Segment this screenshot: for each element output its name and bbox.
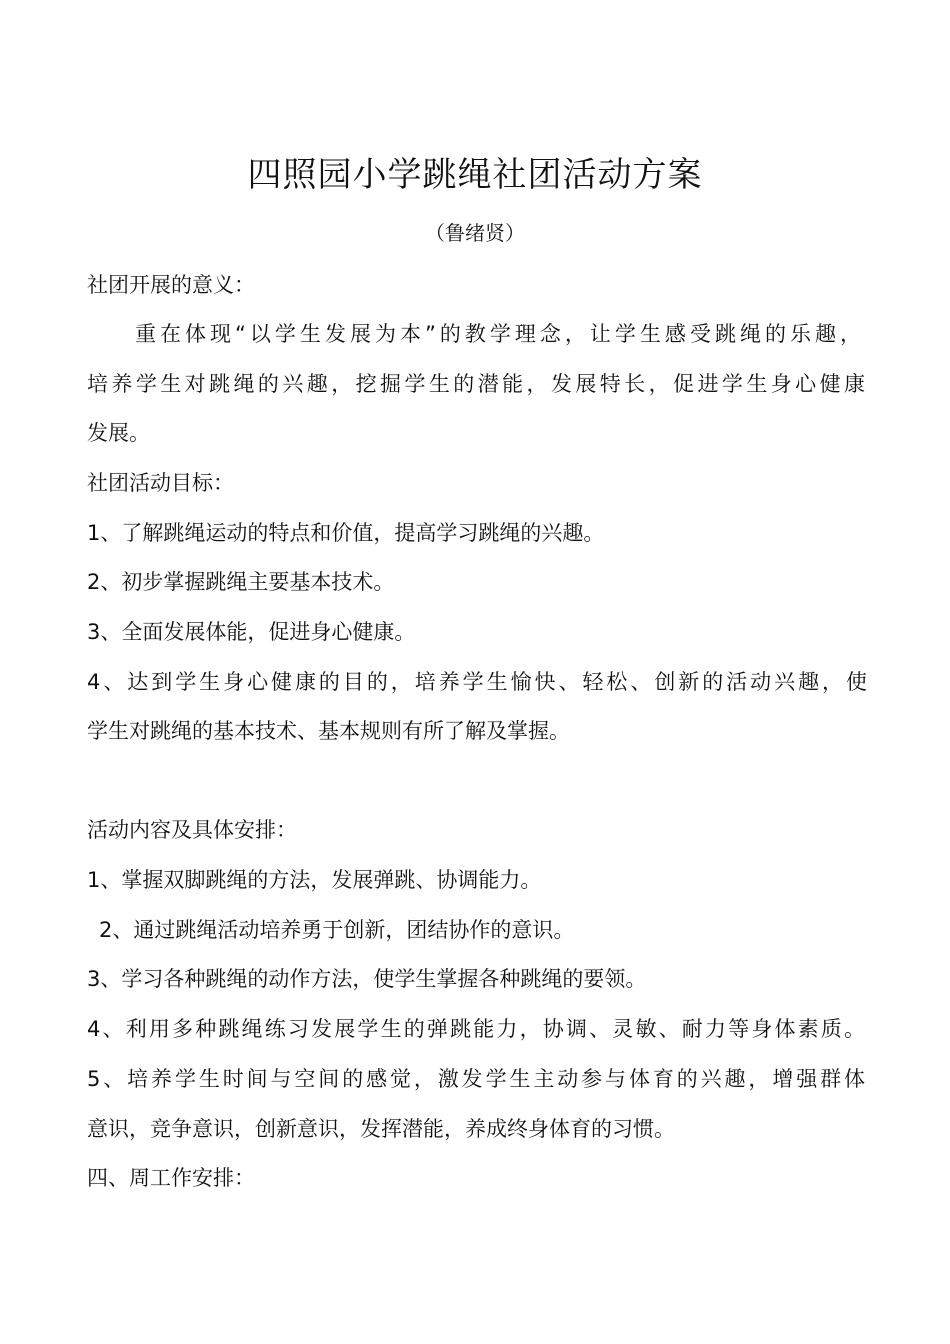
- list-item: 5、培养学生时间与空间的感觉，激发学生主动参与体育的兴趣，增强群体: [87, 1067, 865, 1091]
- list-item: 2、初步掌握跳绳主要基本技术。: [87, 570, 395, 594]
- list-item: 4、利用多种跳绳练习发展学生的弹跳能力，协调、灵敏、耐力等身体素质。: [87, 1017, 865, 1041]
- section-heading-goals: 社团活动目标：: [87, 471, 234, 495]
- document-title: 四照园小学跳绳社团活动方案: [247, 155, 703, 195]
- paragraph-line: 培养学生对跳绳的兴趣，挖掘学生的潜能，发展特长，促进学生身心健康: [87, 372, 865, 396]
- list-item: 2、通过跳绳活动培养勇于创新，团结协作的意识。: [99, 918, 575, 942]
- section-heading-weekly: 四、周工作安排：: [87, 1166, 255, 1190]
- section-heading-meaning: 社团开展的意义：: [87, 273, 255, 297]
- paragraph-line: 重在体现“以学生发展为本”的教学理念，让学生感受跳绳的乐趣，: [135, 322, 861, 346]
- list-item: 1、掌握双脚跳绳的方法，发展弹跳、协调能力。: [87, 868, 542, 892]
- list-item-continued: 意识，竞争意识，创新意识，发挥潜能，养成终身体育的习惯。: [87, 1117, 675, 1141]
- list-item: 4、达到学生身心健康的目的，培养学生愉快、轻松、创新的活动兴趣，使: [87, 670, 867, 694]
- list-item: 3、学习各种跳绳的动作方法，使学生掌握各种跳绳的要领。: [87, 967, 647, 991]
- section-heading-content: 活动内容及具体安排：: [87, 818, 297, 842]
- list-item: 3、全面发展体能，促进身心健康。: [87, 620, 416, 644]
- document-author: （鲁绪贤）: [425, 221, 525, 245]
- paragraph-line: 发展。: [87, 421, 150, 445]
- list-item-continued: 学生对跳绳的基本技术、基本规则有所了解及掌握。: [87, 719, 570, 743]
- list-item: 1、了解跳绳运动的特点和价值，提高学习跳绳的兴趣。: [87, 521, 605, 545]
